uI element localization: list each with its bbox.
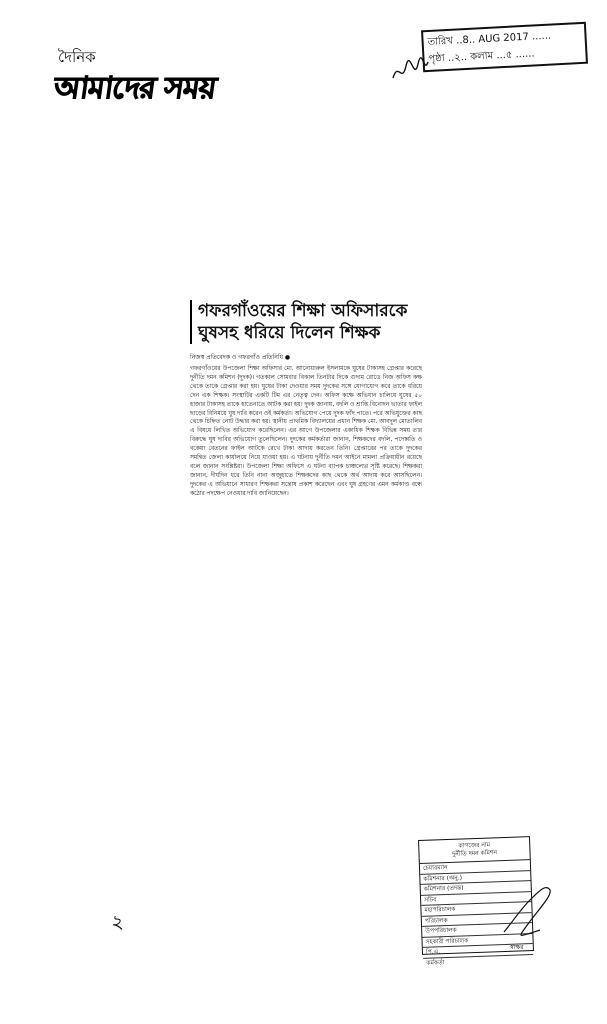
routing-row: কর্মকর্তা [426, 958, 445, 967]
routing-footer: স্বাক্ষর [510, 944, 524, 951]
date-stamp [421, 22, 588, 73]
routing-row: কমিশনার (অনু.) [420, 871, 530, 885]
newspaper-masthead: আমাদের সময় [51, 71, 218, 106]
news-article [190, 300, 422, 499]
handwritten-page-mark: ২ [106, 908, 126, 936]
article-byline: নিজস্ব প্রতিবেদক ও গফরগাঁও প্রতিনিধি ● [190, 354, 291, 361]
routing-header-line1: কাগজের নাম [458, 841, 491, 850]
routing-header-line2: দুর্নীতি দমন কমিশন [451, 849, 498, 858]
routing-row: উপপরিচালক [422, 923, 532, 937]
handwritten-signature [390, 56, 430, 86]
article-body: গফরগাঁওয়ের উপজেলা শিক্ষা অফিসার মো. আনোয়ারুল ইসলামকে ঘুষের টাকাসহ গ্রেপ্তার করেছে দুর্নীতি দমন কমিশন (দুদক)। গতকাল সোমবার বিকাল তিনটার দিকে গুদাম রোডে নিজ অফিস কক্ষ থেকে তাকে গ্রেপ্তার করা হয়। ঘুষের টাকা দেওয়ার সময় দুদকের সঙ্গে যোগাযোগ করে তাকে ধরিয়ে দেন এক শিক্ষক। সংস্থাটির একটি টিম এর নেতৃত্ব দেন। অফিস কক্ষে অভিযান চালিয়ে ঘুষের ৫০ হাজার টাকাসহ তাকে হাতেনাতে আটক করা হয়। দুদক জানায়, বদলি ও শ্রান্তি বিনোদন ভাতার ফাইল ছাড়ের বিনিময়ে ঘুষ দাবি করেন ওই কর্মকর্তা। অভিযোগ পেয়ে দুদক ফাঁদ পাতে। পরে অভিযুক্তের কাছ থেকে চিহ্নিত নোট উদ্ধার করা হয়। স্থানীয় প্রাথমিক বিদ্যালয়ের প্রধান শিক্ষক মো. আবদুল মোতালিব এ বিষয়ে লিখিত অভিযোগ করেছিলেন। এর আগে উপজেলার একাধিক শিক্ষক বিভিন্ন সময় তার বিরুদ্ধে ঘুষ দাবির অভিযোগ তুলেছিলেন। দুদকের কর্মকর্তারা জানান, শিক্ষকদের বদলি, পদোন্নতি ও বকেয়া বেতনের ফাইল আটকে রেখে টাকা আদায় করতেন তিনি। গ্রেপ্তারের পর তাকে দুদকের সমন্বিত জেলা কার্যালয়ে নিয়ে যাওয়া হয়। এ ঘটনায় দুর্নীতি দমন আইনে মামলা প্রক্রিয়াধীন রয়েছে বলে জানান সংশ্লিষ্টরা। উপজেলা শিক্ষা অফিসে এ ঘটনা ব্যাপক চাঞ্চল্যের সৃষ্টি করেছে। শিক্ষকরা জানান, দীর্ঘদিন ধরে তিনি নানা অজুহাতে শিক্ষকদের কাছ থেকে অর্থ আদায় করে আসছিলেন। দুদকের এ অভিযানে সাধারণ শিক্ষকরা সন্তোষ প্রকাশ করেছেন এবং ঘুষ গ্রহণের এমন কর্মকাণ্ড বন্ধে কঠোর পদক্ষেপ নেওয়ার দাবি জানিয়েছেন। [190, 365, 422, 497]
masthead-prefix: দৈনিক [58, 48, 96, 66]
routing-row: মহাপরিচালক [421, 902, 531, 916]
routing-row: কমিশনার (তদন্ত) [421, 881, 531, 895]
routing-row: চেয়ারম্যান [420, 860, 530, 874]
routing-row: পরিচালক [422, 913, 532, 927]
stamp-page-line: পৃষ্ঠা ..২.. কলাম ...৫ ...... [428, 48, 535, 65]
stamp-date-line: তারিখ ..8.. AUG 2017 ...... [427, 30, 552, 49]
routing-row: সচিব [421, 892, 531, 906]
routing-row: সহকারী পরিচালক [422, 934, 532, 948]
routing-row: পি.এ. [423, 944, 533, 958]
article-headline: গফরগাঁওয়ের শিক্ষা অফিসারকে ঘুষসহ ধরিয়ে দিলেন শিক্ষক [190, 300, 422, 344]
routing-signature [500, 880, 555, 940]
